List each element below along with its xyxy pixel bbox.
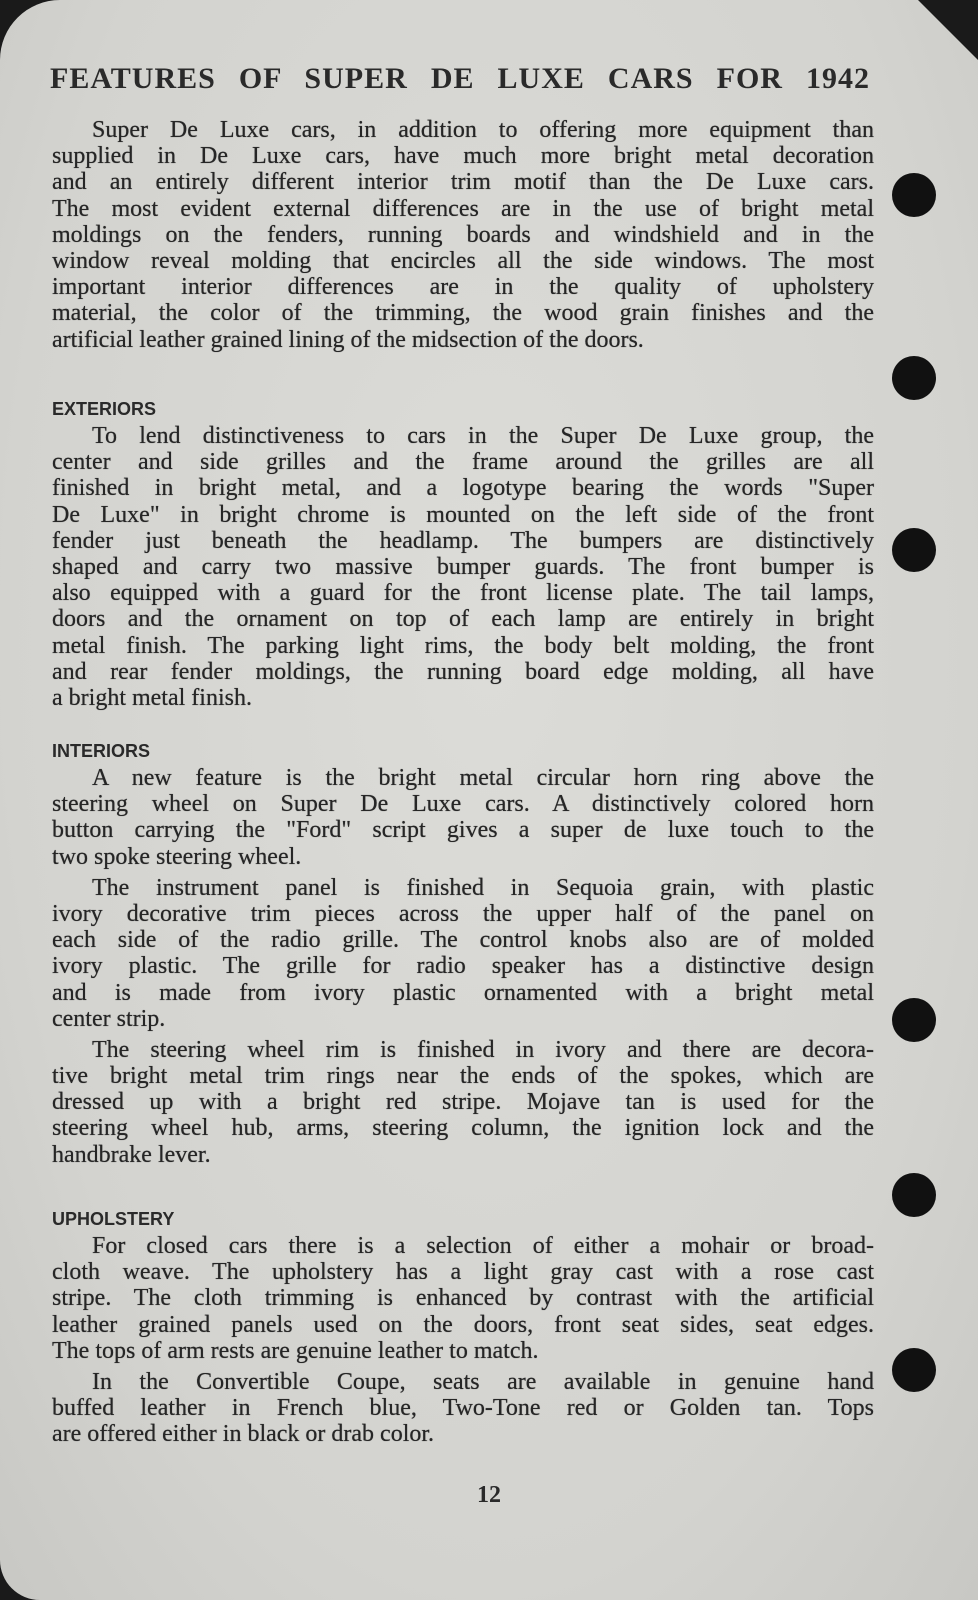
text-line: doors and the ornament on top of each lamp are entirely in bright <box>52 606 874 633</box>
text-line: Super De Luxe cars, in addition to offering more equipment than <box>92 117 874 143</box>
binder-hole <box>892 998 936 1042</box>
binder-hole <box>892 1348 936 1392</box>
text-line: fender just beneath the headlamp. The bumpers are distinctively <box>52 527 874 554</box>
section-heading: UPHOLSTERY <box>52 1209 175 1229</box>
text-line: center and side grilles and the frame around the grilles are all <box>52 449 874 476</box>
text-line: ivory decorative trim pieces across the upper half of the panel on <box>52 900 874 927</box>
section-heading: INTERIORS <box>52 741 151 761</box>
text-line: material, the color of the trimming, the wood grain finishes and the <box>52 300 874 327</box>
binder-hole <box>892 356 936 400</box>
text-line: To lend distinctiveness to cars in the Super De Luxe group, the <box>92 423 874 449</box>
text-line: and is made from ivory plastic ornamented with a bright metal <box>52 979 874 1006</box>
section-interiors <box>52 737 874 1168</box>
text-line: buffed leather in French blue, Two-Tone red or Golden tan. Tops <box>52 1395 874 1422</box>
text-line: dressed up with a bright red stripe. Mojave tan is used for the <box>52 1089 874 1116</box>
text-line: center strip. <box>52 1005 166 1032</box>
text-line: are offered either in black or drab color. <box>52 1421 435 1448</box>
text-line: each side of the radio grille. The control knobs also are of molded <box>52 927 874 954</box>
paragraph <box>52 1233 874 1364</box>
text-line: metal finish. The parking light rims, the body belt molding, the front <box>52 632 874 659</box>
binder-hole <box>892 1173 936 1217</box>
paragraph <box>52 423 874 711</box>
text-line: A new feature is the bright metal circular horn ring above the <box>92 765 874 791</box>
paragraph <box>52 117 874 353</box>
text-line: button carrying the "Ford" script gives a super de luxe touch to the <box>52 817 874 844</box>
text-line: moldings on the fenders, running boards and windshield and in the <box>52 221 874 248</box>
binder-hole <box>892 528 936 572</box>
page-title: FEATURES OF SUPER DE LUXE CARS FOR 1942 <box>50 62 870 95</box>
paragraph <box>52 875 874 1032</box>
text-line: The steering wheel rim is finished in ivory and there are decora- <box>92 1036 874 1063</box>
text-line: two spoke steering wheel. <box>52 843 302 870</box>
binder-hole <box>892 173 936 217</box>
text-line: important interior differences are in the quality of upholstery <box>52 274 874 301</box>
section-heading: EXTERIORS <box>52 399 157 419</box>
page-number: 12 <box>477 1482 501 1508</box>
text-line: For closed cars there is a selection of either a mohair or broad- <box>92 1233 874 1259</box>
section-intro <box>52 117 874 353</box>
text-line: leather grained panels used on the doors, front seat sides, seat edges. <box>52 1311 874 1338</box>
text-line: a bright metal finish. <box>52 684 252 711</box>
paragraph <box>52 765 874 870</box>
text-line: handbrake lever. <box>52 1141 211 1168</box>
text-line: artificial leather grained lining of the midsection of the doors. <box>52 326 644 353</box>
paragraph <box>52 1369 874 1448</box>
text-line: steering wheel on Super De Luxe cars. A distinctively colored horn <box>52 791 874 818</box>
text-line: cloth weave. The upholstery has a light gray cast with a rose cast <box>52 1259 874 1286</box>
text-line: window reveal molding that encircles all the side windows. The most <box>52 247 874 274</box>
section-exteriors <box>52 395 874 711</box>
text-line: finished in bright metal, and a logotype bearing the words "Super <box>52 475 874 502</box>
text-line: and rear fender moldings, the running board edge molding, all have <box>52 658 874 685</box>
page-corner <box>918 0 978 60</box>
text-line: In the Convertible Coupe, seats are available in genuine hand <box>92 1368 874 1395</box>
text-line: tive bright metal trim rings near the ends of the spokes, which are <box>52 1063 874 1090</box>
text-line: The tops of arm rests are genuine leather to match. <box>52 1337 539 1364</box>
text-line: The instrument panel is finished in Sequoia grain, with plastic <box>92 874 874 901</box>
paragraph <box>52 1037 874 1168</box>
text-line: and an entirely different interior trim motif than the De Luxe cars. <box>52 169 874 196</box>
text-line: supplied in De Luxe cars, have much more bright metal decoration <box>52 143 874 170</box>
text-line: ivory plastic. The grille for radio speaker has a distinctive design <box>52 953 874 980</box>
text-line: The most evident external differences are in the use of bright metal <box>52 195 874 222</box>
text-line: shaped and carry two massive bumper guards. The front bumper is <box>52 553 874 580</box>
text-line: De Luxe" in bright chrome is mounted on the left side of the front <box>52 501 874 528</box>
text-line: stripe. The cloth trimming is enhanced by contrast with the artificial <box>52 1285 874 1312</box>
text-line: steering wheel hub, arms, steering column, the ignition lock and the <box>52 1115 874 1142</box>
section-upholstery <box>52 1205 874 1448</box>
text-line: also equipped with a guard for the front license plate. The tail lamps, <box>52 580 874 607</box>
